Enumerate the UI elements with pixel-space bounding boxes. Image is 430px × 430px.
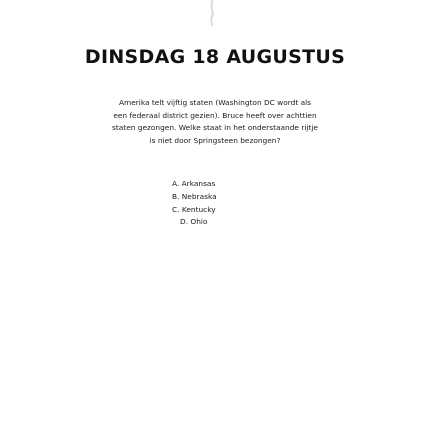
date-heading: DINSDAG 18 AUGUSTUS bbox=[84, 46, 346, 68]
option-a: A. Arkansas bbox=[172, 179, 216, 188]
question-text bbox=[95, 97, 335, 147]
torn-edge-mark bbox=[205, 0, 219, 26]
question-line: een federaal district gezien). Bruce heeft over achttien bbox=[113, 110, 317, 120]
answer-options bbox=[172, 178, 292, 229]
option-b: B. Nebraska bbox=[172, 191, 217, 201]
option-d: D. Ohio bbox=[180, 217, 208, 227]
question-line: staten gezongen. Welke staat in het onderstaande rijtje bbox=[112, 123, 318, 132]
option-c: C. Kentucky bbox=[172, 204, 216, 214]
question-line: is niet door Springsteen bezongen? bbox=[149, 135, 281, 145]
question-line: Amerika telt vijftig staten (Washington DC wordt als bbox=[118, 98, 312, 107]
